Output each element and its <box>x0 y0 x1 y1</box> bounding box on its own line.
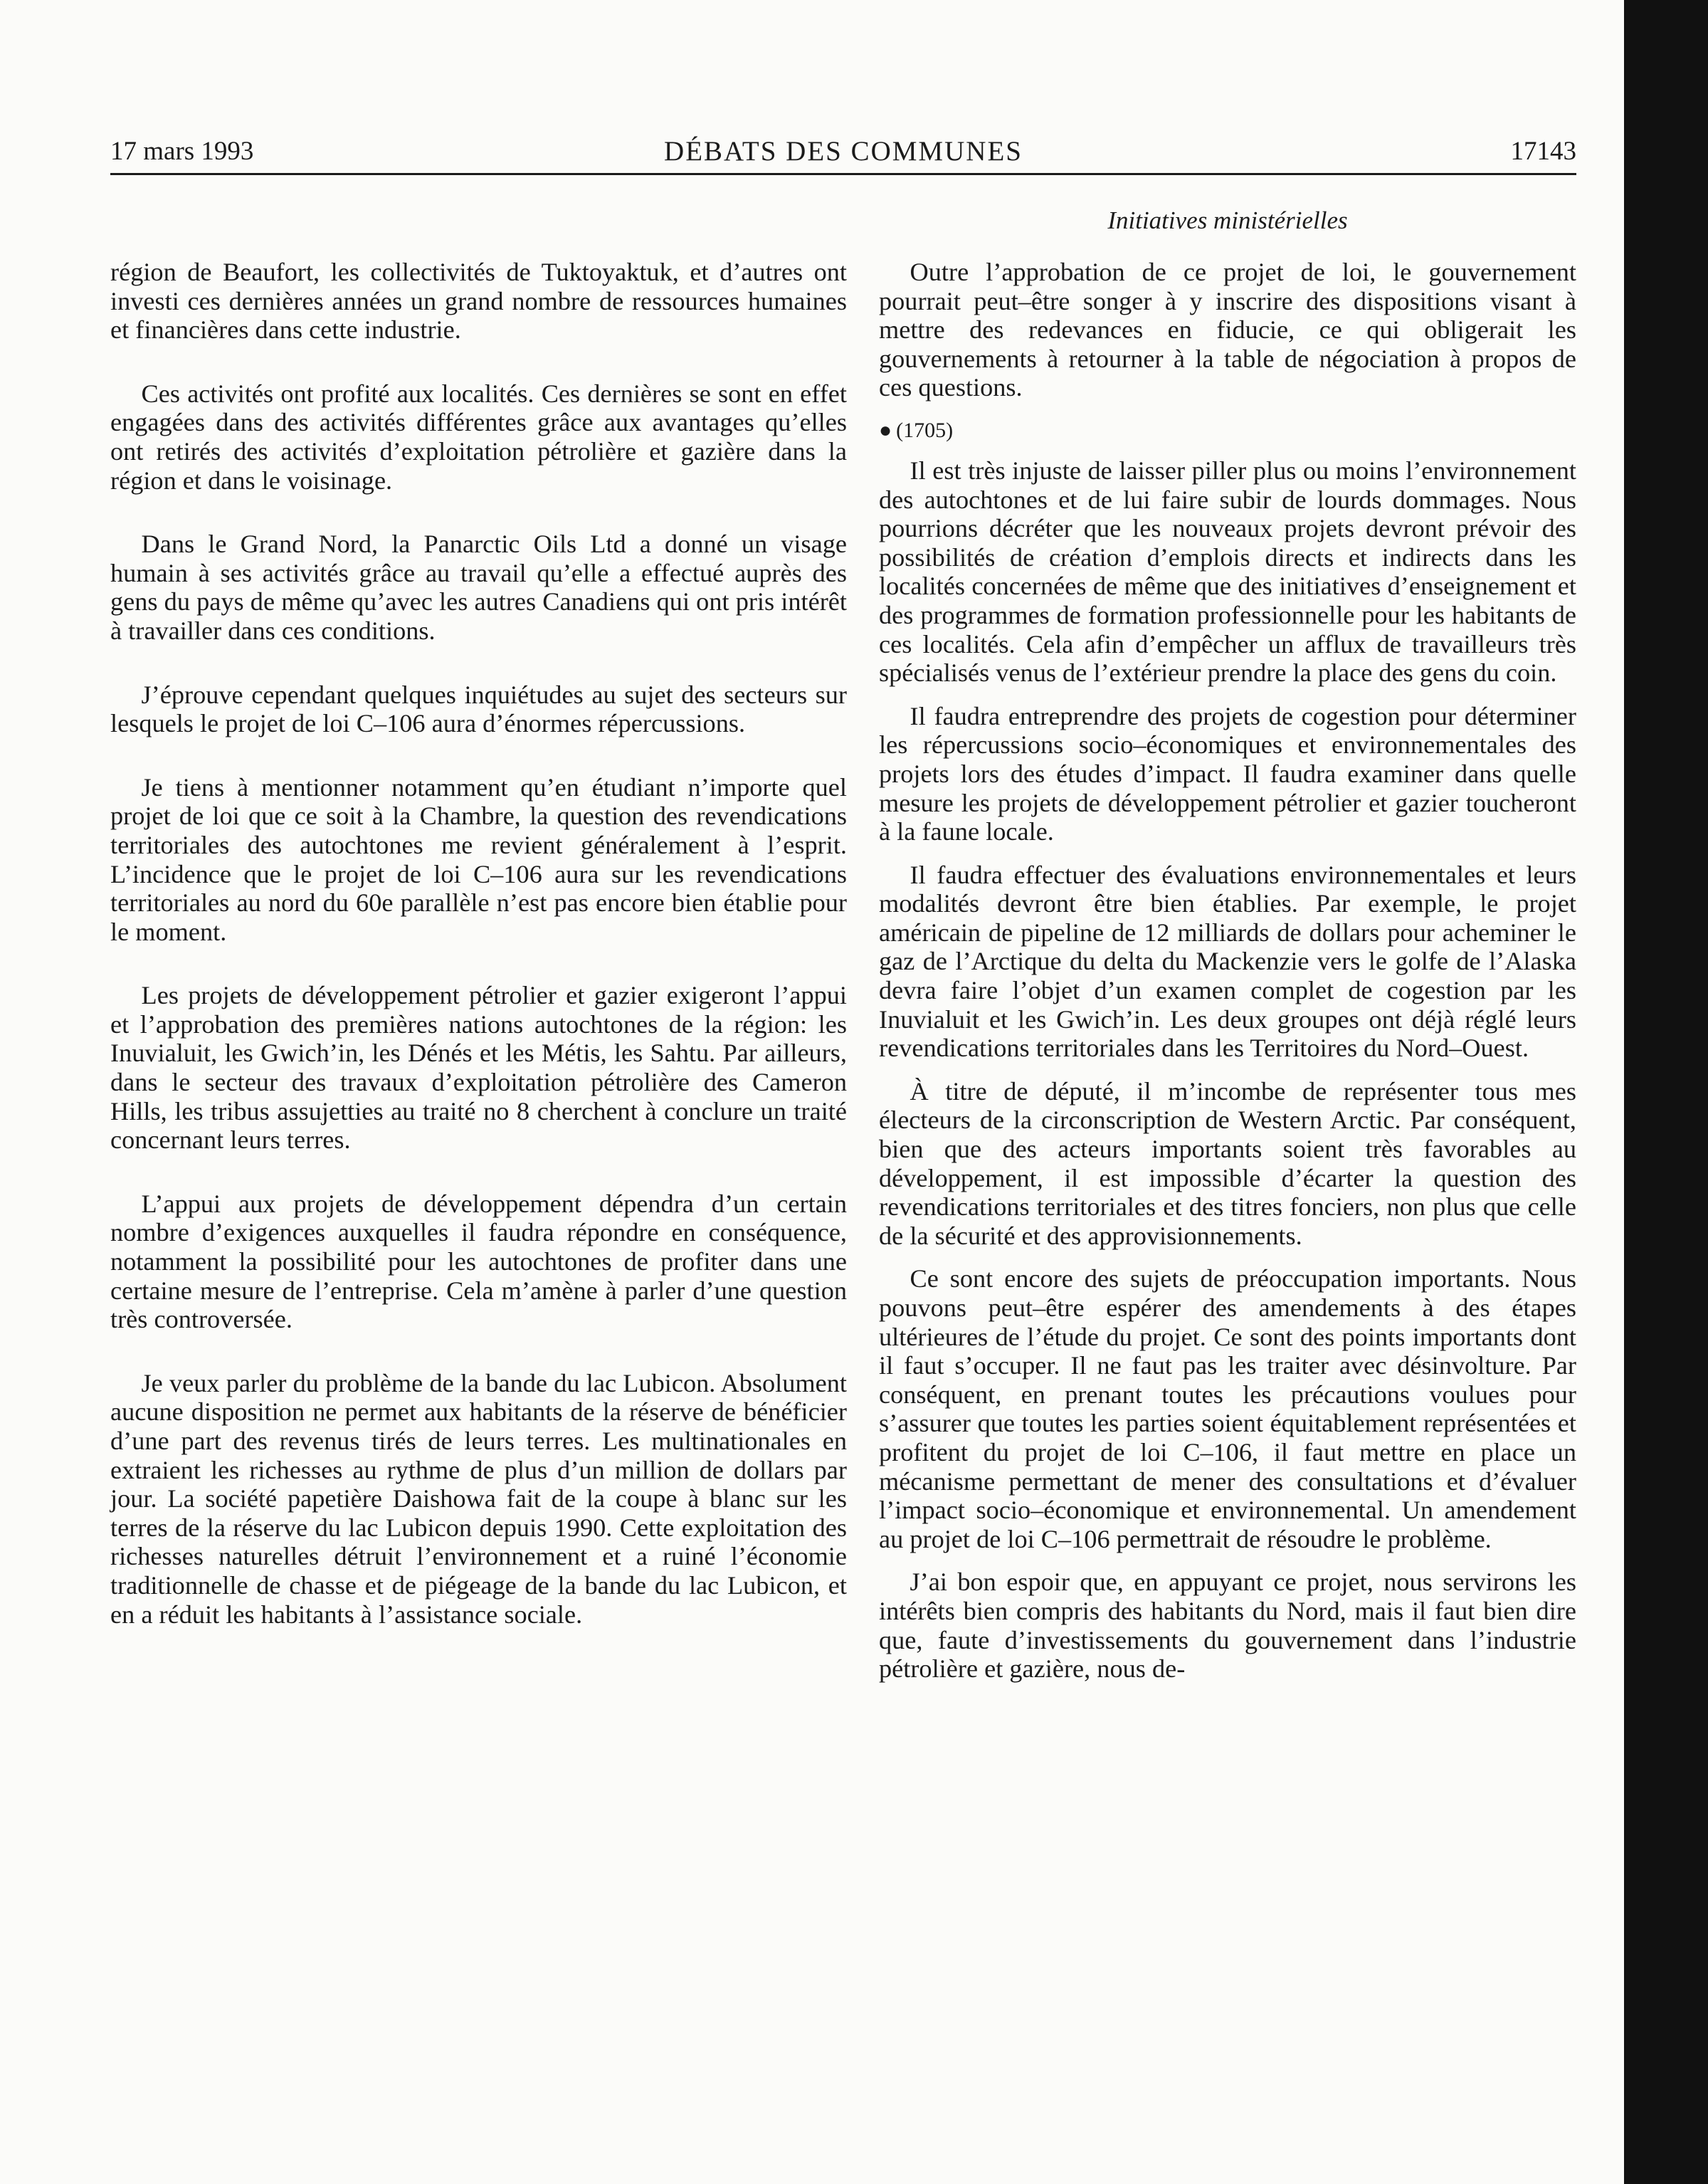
paragraph: Outre l’approbation de ce projet de loi, le gouvernement pourrait peut–être songer à y inscrire des dispositions visant à mettre des redevances en fiducie, ce qui obligerait les gouvernements à retourner à la table de négociation à propos de ces questions. <box>879 258 1576 402</box>
paragraph: Il faudra entreprendre des projets de cogestion pour déterminer les répercussions socio–économiques et environnementales des projets lors des études d’impact. Il faudra examiner dans quelle mesure les projets de développement pétrolier et gazier toucheront à la faune locale. <box>879 701 1576 846</box>
paragraph: Ce sont encore des sujets de préoccupation importants. Nous pouvons peut–être espérer des amendements à des étapes ultérieures de l’étude du projet. Ce sont des points importants dont il faut s’occuper. Il ne faut pas les traiter avec désinvolture. Par conséquent, en prenant toutes les précautions voulues pour s’assurer que toutes les parties soient équitablement représentées et profitent du projet de loi C–106, il faut mettre en place un mécanisme permettant de mener des consultations et d’évaluer l’impact socio–économique et environnemental. Un amendement au projet de loi C–106 permettrait de résoudre le problème. <box>879 1264 1576 1553</box>
header-title: DÉBATS DES COMMUNES <box>664 136 1023 167</box>
paragraph: J’éprouve cependant quelques inquiétudes au sujet des secteurs sur lesquels le projet de loi C–106 aura d’énormes répercussions. <box>110 680 847 738</box>
time-marker <box>879 416 1576 445</box>
left-column <box>110 258 847 1664</box>
bullet-icon: ● <box>879 418 892 442</box>
header-rule <box>110 173 1576 175</box>
paragraph: Il est très injuste de laisser piller plus ou moins l’environnement des autochtones et de lui faire subir de lourds dommages. Nous pourrions décréter que les nouveaux projets devront prévoir des possibilités de création d’emplois directs et indirects dans les localités concernées de même que des initiatives d’enseignement et des programmes de formation professionnelle pour les habitants de ces localités. Cela afin d’empêcher un afflux de travailleurs très spécialisés venus de l’extérieur prendre la place des gens du coin. <box>879 456 1576 688</box>
paragraph: L’appui aux projets de développement dépendra d’un certain nombre d’exigences auxquelles il faudra répondre en conséquence, notamment la possibilité pour les autochtones de profiter dans une certaine mesure de l’entreprise. Cela m’amène à parler d’une question très controversée. <box>110 1189 847 1334</box>
paragraph: Les projets de développement pétrolier et gazier exigeront l’appui et l’approbation des premières nations autochtones de la région: les Inuvialuit, les Gwich’in, les Dénés et les Métis, les Sahtu. Par ailleurs, dans le secteur des travaux d’exploitation pétrolière des Cameron Hills, les tribus assujetties au traité no 8 cherchent à conclure un traité concernant leurs terres. <box>110 981 847 1155</box>
header-page-number: 17143 <box>1510 137 1576 166</box>
paragraph: Je tiens à mentionner notamment qu’en étudiant n’importe quel projet de loi que ce soit à la Chambre, la question des revendications territoriales des autochtones me revient généralement à l’esprit. L’incidence que le projet de loi C–106 aura sur les revendications territoriales au nord du 60e parallèle n’est pas encore bien établie pour le moment. <box>110 772 847 946</box>
time-marker-text: (1705) <box>896 418 954 442</box>
paragraph: Dans le Grand Nord, la Panarctic Oils Ltd a donné un visage humain à ses activités grâce au travail qu’elle a effectué auprès des gens du pays de même qu’avec les autres Canadiens qui ont pris intérêt à travailler dans ces conditions. <box>110 530 847 645</box>
page-header <box>110 134 1576 169</box>
paragraph: région de Beaufort, les collectivités de Tuktoyaktuk, et d’autres ont investi ces dernières années un grand nombre de ressources humaines et financières dans cette industrie. <box>110 258 847 345</box>
header-date: 17 mars 1993 <box>110 137 254 166</box>
paragraph: Il faudra effectuer des évaluations environnementales et leurs modalités devront être bien établies. Par exemple, le projet américain de pipeline de 12 milliards de dollars pour acheminer le gaz de l’Arctique du delta du Mackenzie vers le golfe de l’Alaska devra faire l’objet d’un examen complet de cogestion par les Inuvialuit et les Gwich’in. Les deux groupes ont déjà réglé leurs revendications territoriales dans les Territoires du Nord–Ouest. <box>879 860 1576 1063</box>
scan-margin-edge <box>1624 0 1708 2184</box>
paragraph: Je veux parler du problème de la bande du lac Lubicon. Absolument aucune disposition ne permet aux habitants de la réserve de bénéficier d’une part des revenus tirés de leurs terres. Les multinationales en extraient les richesses au rythme de plus d’un million de dollars par jour. La société papetière Daishowa fait de la coupe à blanc sur les terres de la réserve du lac Lubicon depuis 1990. Cette exploitation des richesses naturelles détruit l’environnement et a ruiné l’économie traditionnelle de chasse et de piégeage de la bande du lac Lubicon, et en a réduit les habitants à l’assistance sociale. <box>110 1368 847 1629</box>
right-column <box>879 258 1576 1698</box>
paragraph: J’ai bon espoir que, en appuyant ce projet, nous servirons les intérêts bien compris des habitants du Nord, mais il faut bien dire que, faute d’investissements du gouvernement dans l’industrie pétrolière et gazière, nous de- <box>879 1568 1576 1684</box>
section-title: Initiatives ministérielles <box>1107 206 1348 234</box>
paragraph: À titre de député, il m’incombe de représenter tous mes électeurs de la circonscription de Western Arctic. Par conséquent, bien que des acteurs importants soient très favorables au développement, il est impossible d’écarter la question des revendications territoriales et des titres fonciers, non plus que celle de la sécurité et des approvisionnements. <box>879 1076 1576 1250</box>
paragraph: Ces activités ont profité aux localités. Ces dernières se sont en effet engagées dans des activités différentes grâce aux avantages qu’elles ont retirés des activités d’exploitation pétrolière et gazière dans la région et dans le voisinage. <box>110 379 847 495</box>
